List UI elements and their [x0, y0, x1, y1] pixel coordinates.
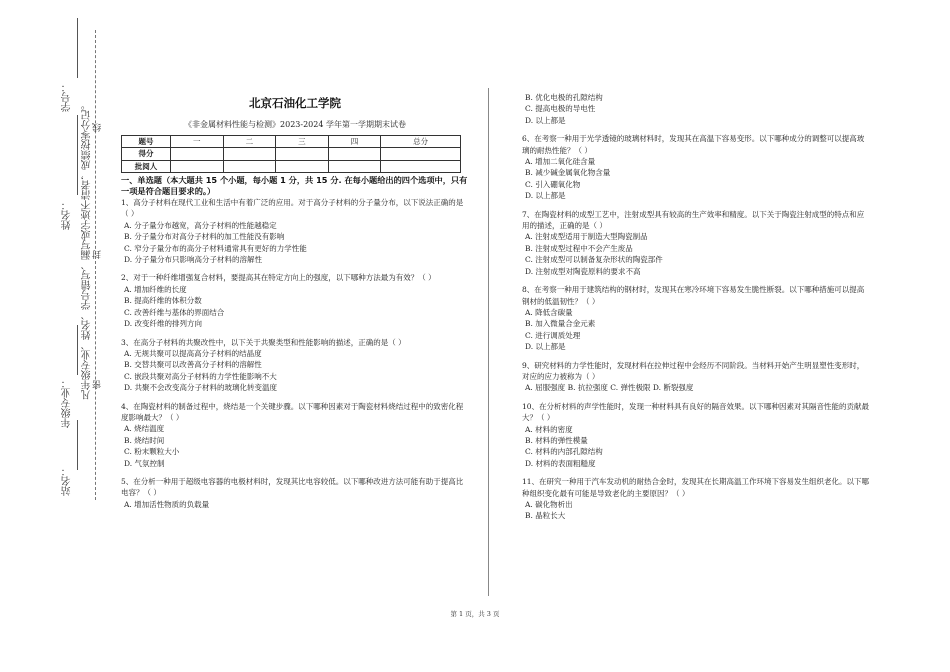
grader-cell[interactable]: [328, 160, 381, 172]
seal-word-xian: 线: [93, 123, 103, 132]
question-stem: 7、在陶瓷材料的成型工艺中，注射成型具有较高的生产效率和精度。以下关于陶瓷注射成型的特点和应用的描述，正确的是（ ）: [522, 209, 865, 231]
grader-row-label: 批阅人: [122, 160, 171, 172]
option: C. 嵌段共聚对高分子材料的力学性能影响不大: [124, 371, 277, 381]
seal-word-feng: 封: [93, 250, 103, 259]
question-6: [522, 133, 870, 201]
option: C. 粉末颗粒大小: [124, 447, 180, 457]
option: C. 引入硼氧化物: [525, 179, 581, 189]
option: B. 减少碱金属氧化物含量: [525, 168, 611, 178]
options-inline: A. 屈服强度 B. 抗拉强度 C. 弹性极限 D. 断裂强度: [525, 383, 694, 393]
score-row-label: 得分: [122, 148, 171, 160]
score-header-cell: 四: [328, 135, 381, 147]
page-footer: 第 1 页，共 3 页: [450, 610, 500, 618]
question-stem: 6、在考察一种用于光学透镜的玻璃材料时，发现其在高温下容易变形。以下哪种成分的调整可以提高玻璃的耐热性能？（ ）: [522, 134, 865, 155]
option: A. 增加二氧化硅含量: [525, 157, 596, 167]
question-1: [121, 197, 469, 265]
score-cell[interactable]: [223, 148, 276, 160]
score-cell[interactable]: [328, 148, 381, 160]
option: A. 材料的密度: [525, 424, 573, 434]
question-stem: 11、在研究一种用于汽车发动机的耐热合金时，发现其在长期高温工作环境下容易发生组织老化。以下哪种组织变化最有可能是导致老化的主要原因？（ ）: [522, 477, 870, 498]
score-cell[interactable]: [276, 148, 329, 160]
question-2: [121, 272, 469, 329]
question-4: [121, 401, 469, 469]
score-header-cell: 总分: [381, 135, 461, 147]
station-line: [77, 420, 78, 470]
score-header-cell: 一: [171, 135, 224, 147]
option: A. 增加纤维的长度: [124, 284, 187, 294]
school-name: 北京石油化工学院: [249, 96, 341, 110]
question-stem: 4、在陶瓷材料的制备过程中，烧结是一个关键步骤。以下哪种因素对于陶瓷材料烧结过程中的致密化程度影响最大？（ ）: [121, 401, 464, 422]
option: B. 注射成型过程中不会产生废品: [525, 243, 633, 253]
option: B. 提高纤维的体积分数: [124, 296, 202, 306]
column-divider: [488, 88, 489, 596]
question-stem: 10、在分析材料的声学性能时，发现一种材料具有良好的隔音效果。以下哪种因素对其隔音性能的贡献最大？（ ）: [522, 401, 870, 423]
option: C. 提高电极的导电性: [525, 104, 596, 114]
option: D. 改变纤维的排列方向: [124, 319, 203, 329]
question-5-continued: [522, 92, 870, 126]
option: D. 分子量分布只影响高分子材料的溶解性: [124, 255, 263, 265]
option: A. 注射成型适用于制造大型陶瓷制品: [525, 232, 648, 242]
question-11: [522, 476, 870, 522]
question-stem: 3、在高分子材料的共聚改性中，以下关于共聚类型和性能影响的描述，正确的是（ ）: [121, 337, 406, 347]
question-7: [522, 209, 870, 277]
option: B. 加入微量合金元素: [525, 319, 596, 329]
question-stem: 2、对于一种纤维增强复合材料，要提高其在特定方向上的强度，以下哪种方法最为有效？（ ）: [121, 273, 436, 283]
seal-word-mi: 密: [93, 380, 103, 389]
class-label: 年级专业：: [62, 378, 73, 428]
option: D. 共聚不会改变高分子材料的玻璃化转变温度: [124, 383, 278, 393]
option: C. 材料的内部孔隙结构: [525, 447, 603, 457]
notice-text: 凡年级专业、姓名、学号错写、漏写或字迹不清者，成绩按零分记。: [82, 100, 93, 400]
student-id-line: [77, 18, 78, 78]
name-label: 姓名：: [62, 200, 73, 230]
question-stem: 1、高分子材料在现代工业和生活中有着广泛的应用。对于高分子材料的分子量分布，以下说法正确的是（ ）: [121, 198, 464, 219]
question-3: [121, 337, 469, 394]
question-5: [121, 476, 469, 510]
option: C. 窄分子量分布的高分子材料通常具有更好的力学性能: [124, 243, 307, 253]
grader-cell[interactable]: [381, 160, 461, 172]
grader-cell[interactable]: [223, 160, 276, 172]
option: A. 增加活性物质的负载量: [124, 499, 210, 509]
option: C. 改善纤维与基体的界面结合: [124, 307, 225, 317]
student-id-label: 学号：: [62, 82, 73, 112]
option: A. 分子量分布越宽，高分子材料的性能越稳定: [124, 220, 277, 230]
option: D. 以上都是: [525, 191, 566, 201]
score-header-cell: 三: [276, 135, 329, 147]
option: B. 分子量分布对高分子材料的加工性能没有影响: [124, 232, 285, 242]
question-stem: 8、在考察一种用于建筑结构的钢材时，发现其在寒冷环境下容易发生脆性断裂。以下哪种措施可以提高钢材的低温韧性？（ ）: [522, 285, 865, 306]
score-table: [121, 135, 461, 173]
question-8: [522, 284, 870, 352]
exam-title: 《非金属材料性能与检测》2023-2024 学年第一学期期末试卷: [184, 120, 406, 130]
score-header-cell: 二: [223, 135, 276, 147]
question-stem: 5、在分析一种用于超级电容器的电极材料时，发现其比电容较低。以下哪种改进方法可能有助于提高比电容？（ ）: [121, 476, 464, 498]
option: D. 材料的表面粗糙度: [525, 458, 596, 468]
seal-dashed-line: [95, 30, 96, 500]
option: D. 以上都是: [525, 115, 566, 125]
grader-row: [122, 160, 461, 172]
option: B. 交替共聚可以改善高分子材料的溶解性: [124, 360, 262, 370]
score-row: [122, 148, 461, 160]
binding-strip: [0, 0, 110, 672]
option: B. 烧结时间: [124, 435, 165, 445]
option: D. 气氛控制: [124, 458, 165, 468]
name-line: [77, 115, 78, 195]
option: A. 碳化物析出: [525, 500, 573, 509]
left-column: [121, 92, 469, 510]
option: C. 进行调质处理: [525, 330, 581, 340]
option: A. 烧结温度: [124, 424, 165, 434]
option: B. 晶粒长大: [525, 511, 566, 521]
station-label: 站名：: [62, 466, 73, 496]
score-cell[interactable]: [381, 148, 461, 160]
option: A. 降低含碳量: [525, 307, 573, 317]
option: A. 无规共聚可以提高高分子材料的结晶度: [124, 348, 262, 358]
right-column: [522, 92, 870, 522]
option: C. 注射成型可以制备复杂形状的陶瓷部件: [525, 255, 663, 265]
grader-cell[interactable]: [276, 160, 329, 172]
score-cell[interactable]: [171, 148, 224, 160]
option: B. 材料的弹性模量: [525, 435, 588, 445]
option: D. 以上都是: [525, 342, 566, 352]
section-title: 一、单选题（本大题共 15 个小题，每小题 1 分，共 15 分. 在每小题给出的四个选项中，只有一项是符合题目要求的。）: [121, 175, 468, 197]
score-table-header-row: [122, 135, 461, 147]
grader-cell[interactable]: [171, 160, 224, 172]
option: B. 优化电极的孔隙结构: [525, 93, 603, 102]
question-10: [522, 401, 870, 469]
question-stem: 9、研究材料的力学性能时，发现材料在拉伸过程中会经历不同阶段。当材料开始产生明显塑性变形时，对应的应力被称为（ ）: [522, 360, 865, 381]
option: D. 注射成型对陶瓷原料的要求不高: [525, 266, 641, 276]
score-header-cell: 题号: [122, 135, 171, 147]
class-line: [77, 325, 78, 375]
question-9: [522, 360, 870, 394]
